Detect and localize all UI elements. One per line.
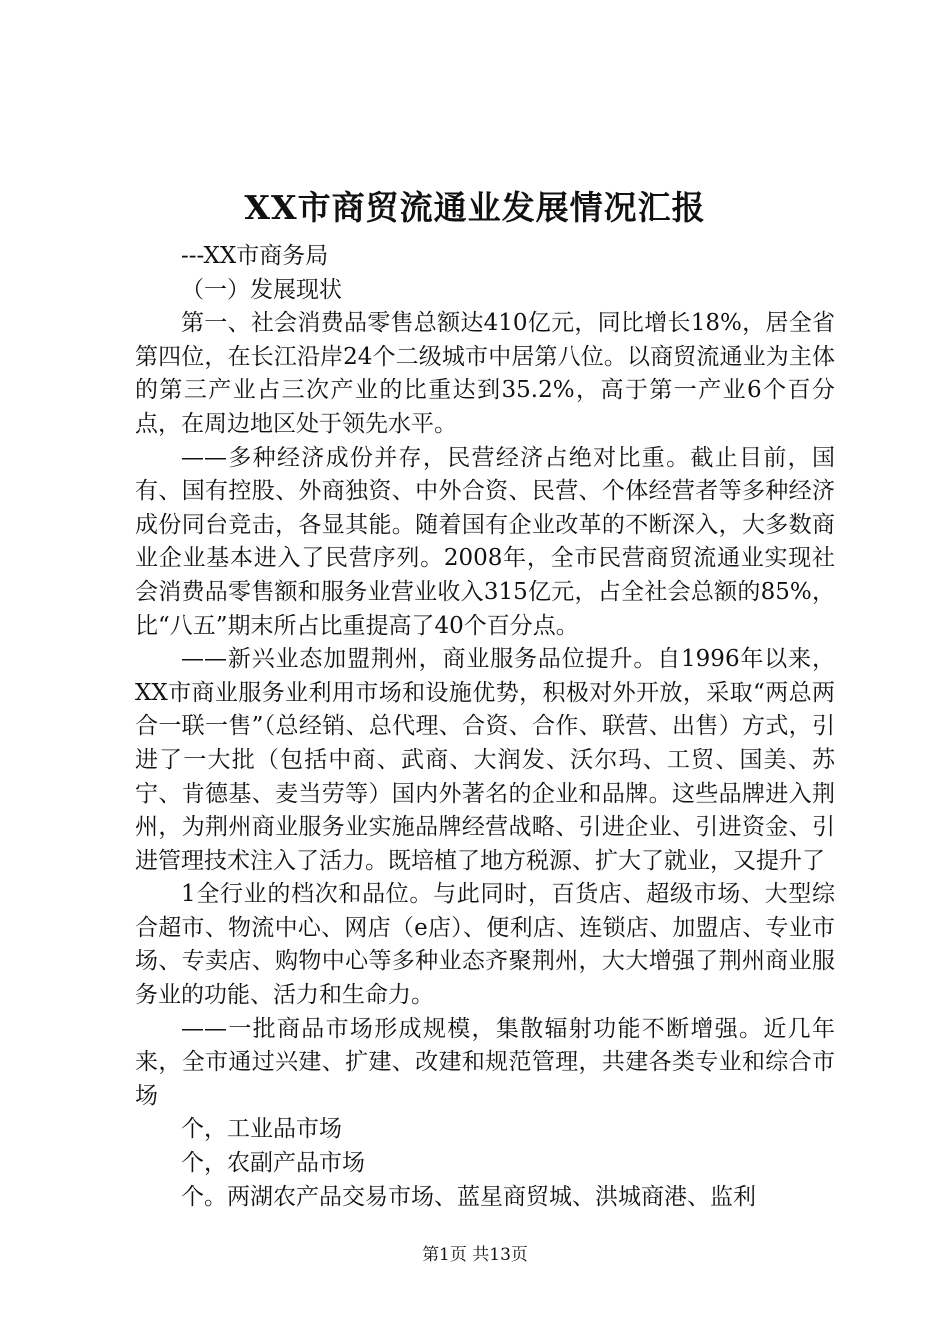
- paragraph: ——多种经济成份并存，民营经济占绝对比重。截止目前，国有、国有控股、外商独资、中外合资、民营、个体经营者等多种经济成份同台竞击，各显其能。随着国有企业改革的不断深入，大多数商业企业基本进入了民营序列。2008年，全市民营商贸流通业实现社会消费品零售额和服务业营业收入315亿元，占全社会总额的85%，比“八五”期末所占比重提高了40个百分点。: [135, 444, 835, 639]
- paragraph: ——新兴业态加盟荆州，商业服务品位提升。自1996年以来，XX市商业服务业利用市场和设施优势，积极对外开放，采取“两总两合一联一售”（总经销、总代理、合资、合作、联营、出售）方式，引进了一大批（包括中商、武商、大润发、沃尔玛、工贸、国美、苏宁、肯德基、麦当劳等）国内外著名的企业和品牌。这些品牌进入荆州，为荆州商业服务业实施品牌经营战略、引进企业、引进资金、引进管理技术注入了活力。既培植了地方税源、扩大了就业，又提升了: [135, 646, 835, 874]
- document-title: XX市商贸流通业发展情况汇报: [244, 188, 706, 227]
- paragraph: 个，工业品市场: [181, 1116, 342, 1143]
- section-heading: （一）发展现状: [181, 276, 342, 303]
- paragraph: 第一、社会消费品零售总额达410亿元，同比增长18%，居全省第四位，在长江沿岸24个二级城市中居第八位。以商贸流通业为主体的第三产业占三次产业的比重达到35.2%，高于第一产业6个百分点，在周边地区处于领先水平。: [135, 310, 835, 437]
- author-line: ---XX市商务局: [181, 243, 329, 269]
- paragraph: 1全行业的档次和品位。与此同时，百货店、超级市场、大型综合超市、物流中心、网店（e店）、便利店、连锁店、加盟店、专业市场、专卖店、购物中心等多种业态齐聚荆州，大大增强了荆州商业服务业的功能、活力和生命力。: [135, 881, 835, 1009]
- page-footer: 第1页 共13页: [422, 1245, 528, 1265]
- paragraph: ——一批商品市场形成规模，集散辐射功能不断增强。近几年来，全市通过兴建、扩建、改建和规范管理，共建各类专业和综合市场: [135, 1015, 835, 1109]
- paragraph: 个。两湖农产品交易市场、蓝星商贸城、洪城商港、监利: [181, 1183, 756, 1210]
- document-body: [135, 240, 835, 1214]
- paragraph: 个，农副产品市场: [181, 1150, 365, 1177]
